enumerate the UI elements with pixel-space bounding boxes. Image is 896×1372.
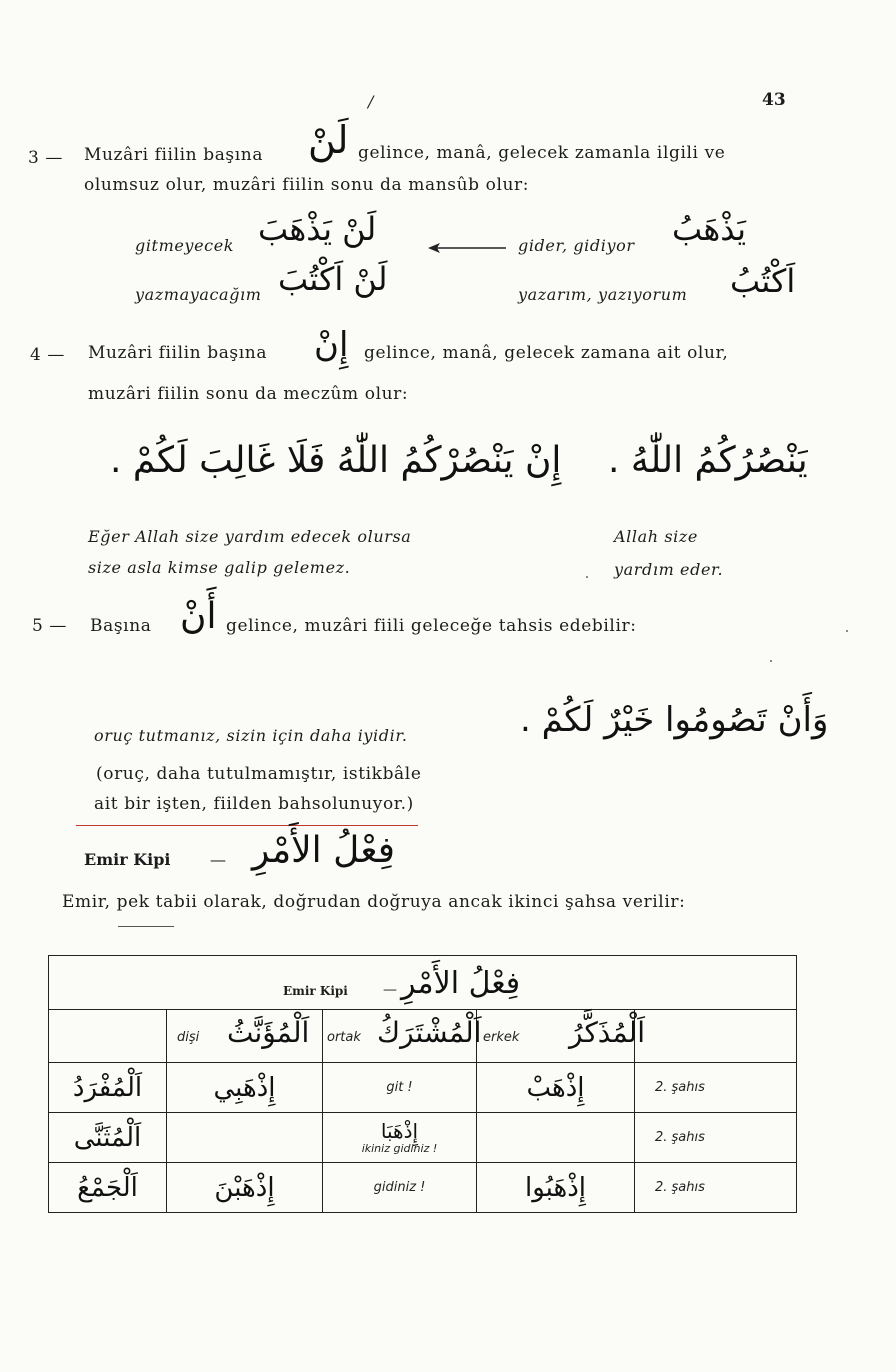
table-title-dash: — [383,982,397,998]
header-feminine [167,1010,323,1063]
section4-number: 4 — [30,345,66,365]
row-plural-masculine: إِذْهَبُوا [524,1172,586,1203]
scan-speck [770,660,772,662]
example2-right-translation: yazarım, yazıyorum [518,285,688,304]
section3-line1-post: gelince, manâ, gelecek zamanla ilgili ve [358,143,726,163]
header-person-empty [635,1010,797,1063]
row-plural-label-cell [49,1163,167,1213]
verse-main-translation-1: Eğer Allah size yardım edecek olursa [88,527,412,546]
fasting-note-2: ait bir işten, fiilden bahsolunuyor.) [94,794,414,814]
section5-text: gelince, muzâri fiili geleceğe tahsis edebilir: [226,616,637,636]
scan-speck [586,576,588,578]
section4-line2: muzâri fiilin sonu da meczûm olur: [88,384,409,404]
scan-speck [846,630,848,632]
row-dual-common-arabic: إِذْهَبَا [380,1119,419,1143]
arrow-left-icon [428,241,508,255]
page-number: 43 [762,90,786,110]
row-singular-common: git ! [386,1080,413,1095]
section3-line2: olumsuz olur, muzâri fiilin sonu da mansûb olur: [84,175,530,195]
table-title-cell [49,956,797,1010]
row-plural-common-cell [323,1163,477,1213]
header-common [323,1010,482,1063]
fasting-note-1: (oruç, daha tutulmamıştır, istikbâle [96,764,422,784]
header-common-tr: ortak [327,1030,361,1045]
example2-right-arabic: اَكْتُبُ [730,262,796,300]
verse-small-translation-1: Allah size [614,527,698,546]
section4-line1-post: gelince, manâ, gelecek zamana ait olur, [364,343,729,363]
emir-table [48,955,797,1213]
example2-left-translation: yazmayacağım [135,285,262,304]
section3-number: 3 — [28,148,64,168]
row-singular-person-cell [635,1063,797,1113]
section3-line1-pre: Muzâri fiilin başına [84,145,264,165]
row-plural-common: gidiniz ! [373,1180,426,1195]
table-title-arabic: فِعْلُ الأَمْرِ [401,966,521,1001]
row-singular-person: 2. şahıs [655,1080,705,1095]
section5-particle: أَنْ [180,596,217,637]
section4-particle: إِنْ [314,325,349,365]
row-singular-masculine-cell [477,1063,635,1113]
emir-text: Emir, pek tabii olarak, doğrudan doğruya ancak ikinci şahsa verilir: [62,892,686,912]
row-singular-common-cell [323,1063,477,1113]
section3-particle: لَنْ [308,118,349,162]
row-singular-feminine: إِذْهَبِي [213,1072,276,1103]
row-dual-common-cell [323,1113,477,1163]
row-plural-label: اَلْجَمْعُ [77,1172,138,1203]
row-plural-feminine-cell [167,1163,323,1213]
tick-mark: / [368,92,374,111]
example1-left-arabic: لَنْ يَذْهَبَ [258,210,377,248]
verse-fasting: وَأَنْ تَصُومُوا خَيْرٌ لَكُمْ . [520,700,829,740]
row-dual-person-cell [635,1113,797,1163]
red-underline [76,825,418,826]
row-dual-person: 2. şahıs [655,1130,705,1145]
emir-arabic: فِعْلُ الأَمْرِ [252,830,395,871]
row-plural-feminine: إِذْهَبْنَ [214,1172,275,1203]
header-feminine-tr: dişi [177,1030,200,1045]
row-dual-label: اَلْمُثَنَّى [73,1122,142,1153]
example1-right-translation: gider, gidiyor [518,236,635,255]
table-title: Emir Kipi [283,984,348,998]
row-dual-masculine-cell [477,1113,635,1163]
header-common-ar: اَلْمُشْتَرَكُ [377,1016,482,1049]
header-masculine-tr: erkek [483,1030,520,1045]
emir-heading: Emir Kipi [84,850,171,869]
verse-main: إِنْ يَنْصُرْكُمُ اللّٰهُ فَلَا غَالِبَ لَكُمْ . [110,440,562,481]
fasting-translation: oruç tutmanız, sizin için daha iyidir. [94,726,408,745]
row-singular-label-cell [49,1063,167,1113]
section4-line1-pre: Muzâri fiilin başına [88,343,268,363]
section5-number: 5 — [32,616,68,636]
row-plural-masculine-cell [477,1163,635,1213]
section5-label: Başına [90,616,152,636]
row-dual-label-cell [49,1113,167,1163]
row-plural-person: 2. şahıs [655,1180,705,1195]
header-masculine [477,1010,645,1063]
example1-left-translation: gitmeyecek [135,236,235,255]
row-singular-masculine: إِذْهَبْ [526,1072,585,1103]
verse-small-translation-2: yardım eder. [614,560,724,579]
verse-small: يَنْصُرُكُمُ اللّٰهُ . [608,440,808,481]
row-dual-common: ikiniz gidiniz ! [361,1142,438,1155]
header-empty [49,1010,167,1063]
row-singular-label: اَلْمُفْرَدُ [72,1072,143,1103]
header-feminine-ar: اَلْمُؤَنَّثُ [227,1016,310,1049]
emir-dash: — [210,850,226,869]
row-dual-feminine-cell [167,1113,323,1163]
header-masculine-ar: اَلْمُذَكَّرُ [569,1016,645,1049]
verse-main-translation-2: size asla kimse galip gelemez. [88,558,351,577]
row-plural-person-cell [635,1163,797,1213]
row-singular-feminine-cell [167,1063,323,1113]
example2-left-arabic: لَنْ اَكْتُبَ [278,260,388,298]
example1-right-arabic: يَذْهَبُ [672,210,746,248]
short-rule [118,926,174,927]
